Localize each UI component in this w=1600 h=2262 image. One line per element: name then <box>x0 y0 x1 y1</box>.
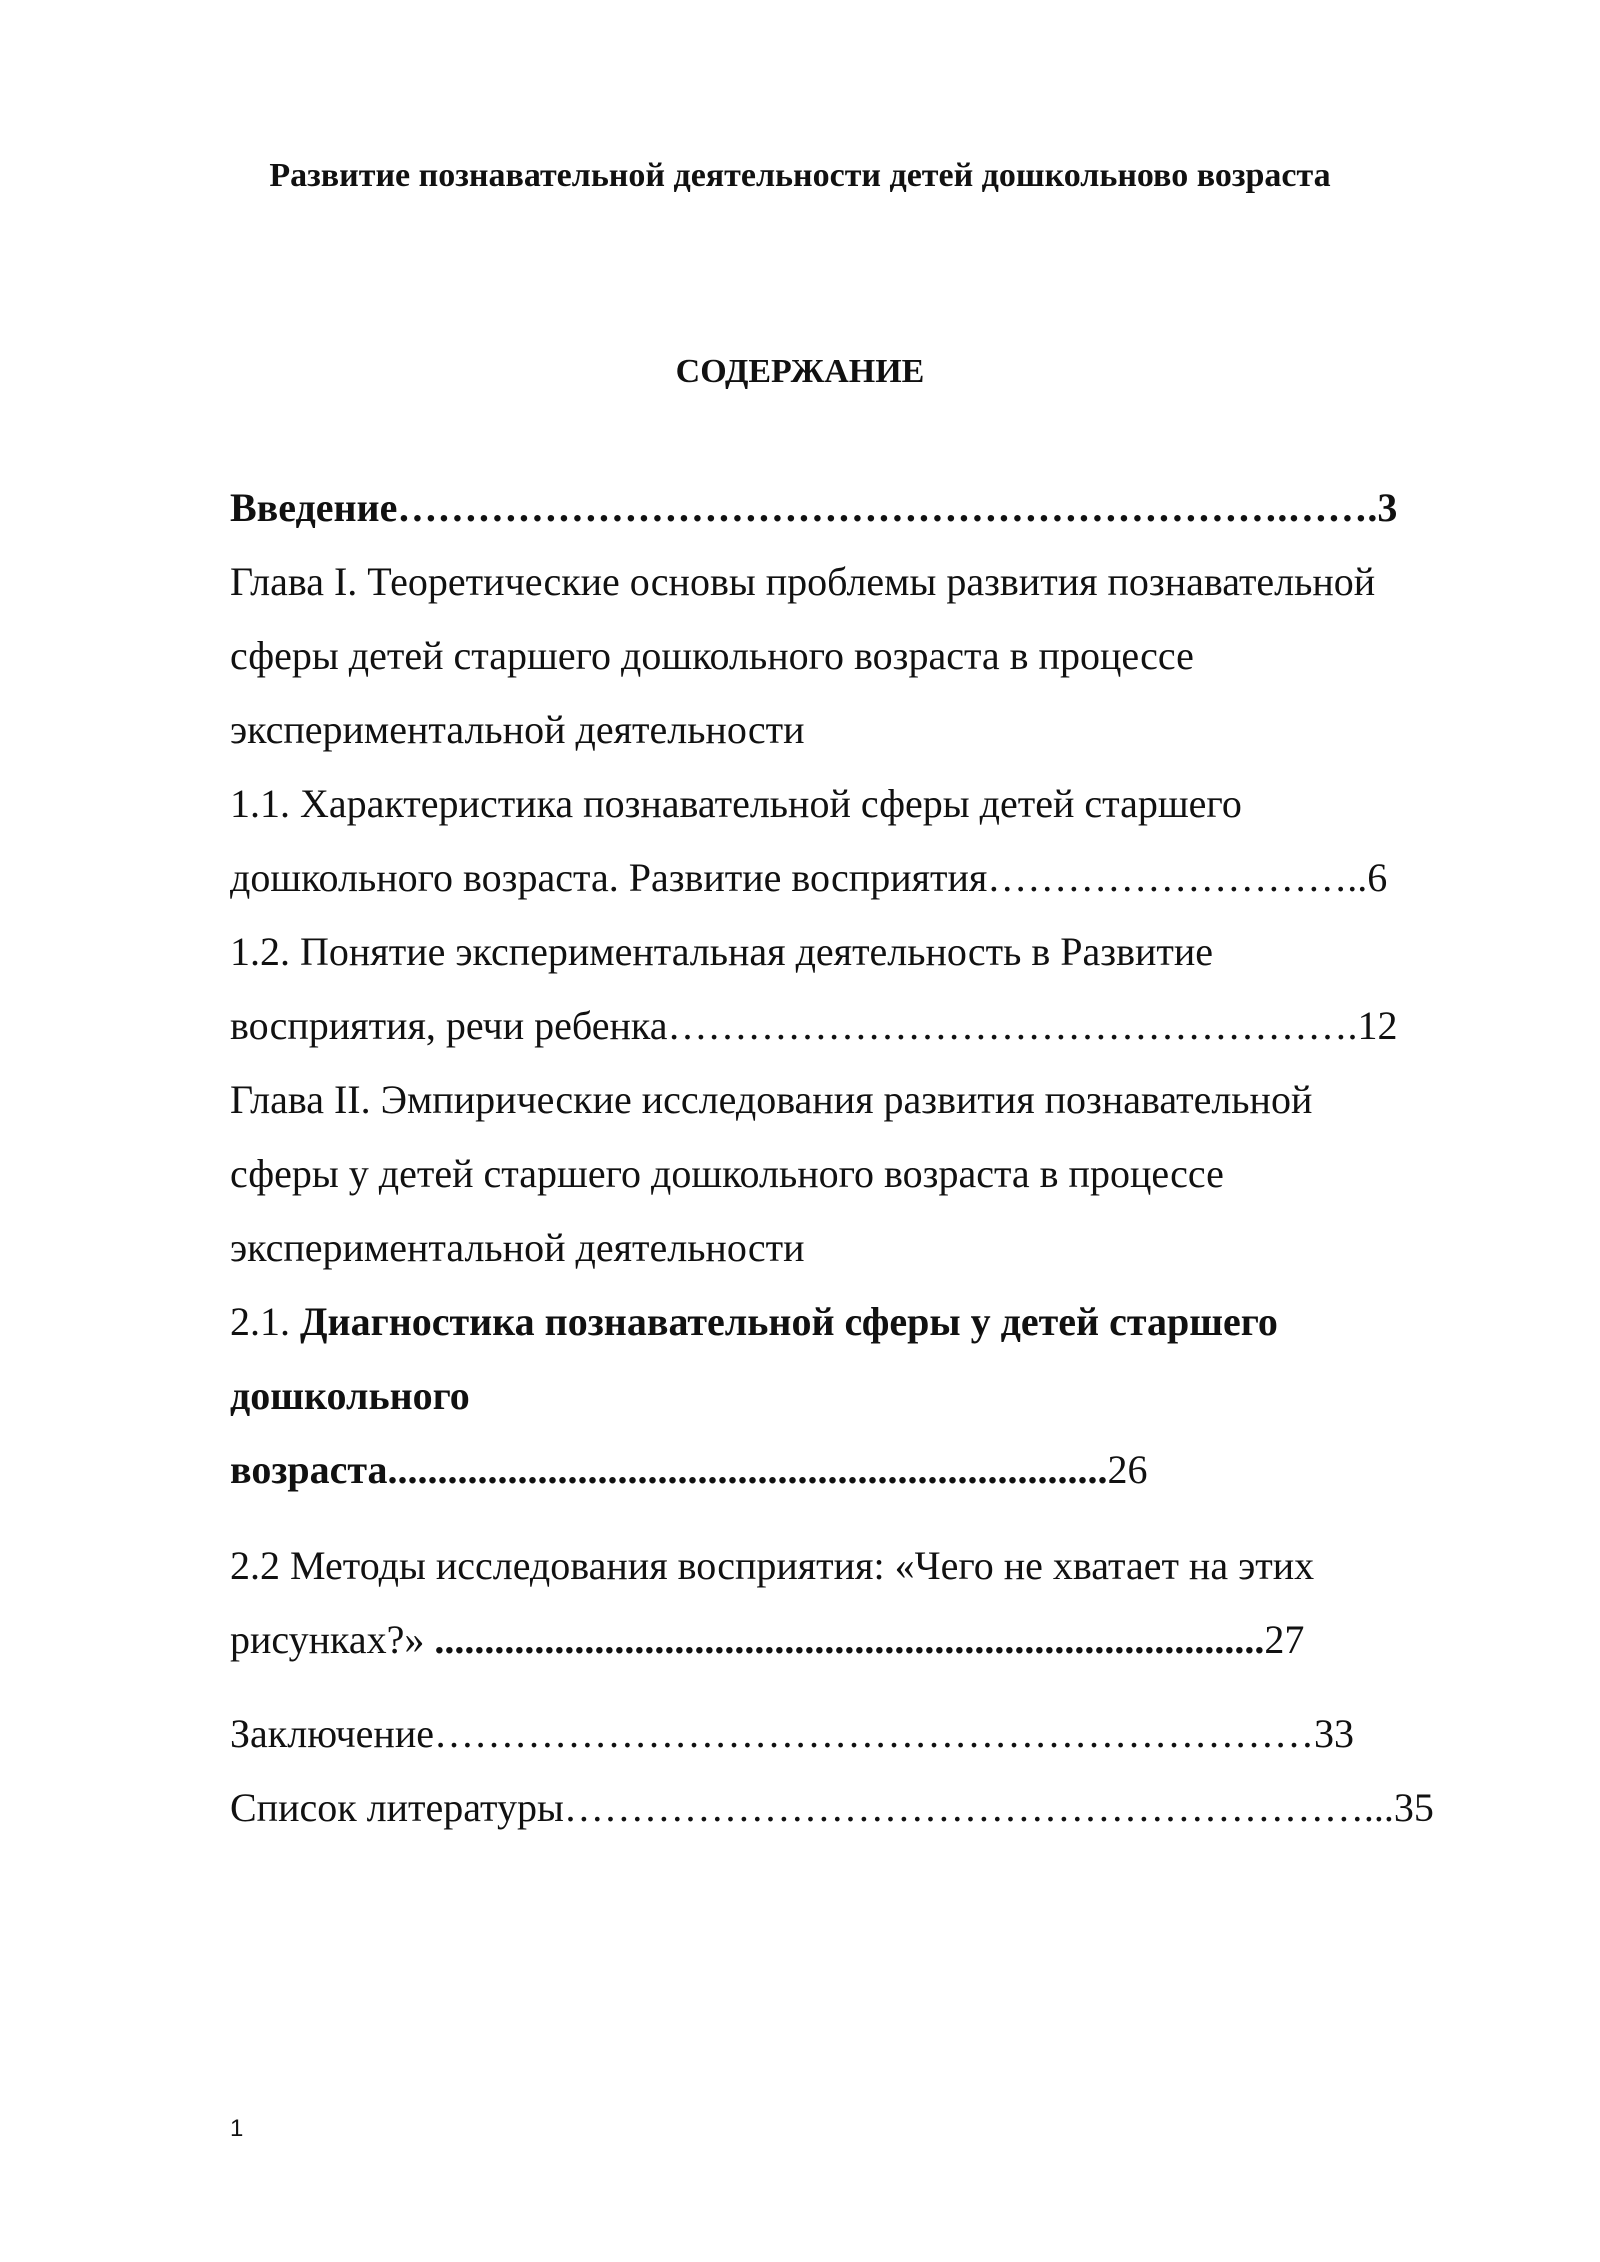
toc-chapter1-line1: Глава I. Теоретические основы проблемы развития познавательной <box>230 559 1376 604</box>
toc-page-number: 26 <box>1107 1447 1148 1492</box>
toc-leader: ………………………………………………………… <box>433 1711 1314 1756</box>
toc-leader: ……………………………………………………... <box>563 1785 1394 1830</box>
toc-entry-label: Диагностика познавательной сферы у детей старшего <box>300 1299 1278 1344</box>
toc-page-number: 35 <box>1393 1785 1434 1830</box>
toc-entry-conclusion <box>230 1706 1354 1762</box>
toc-chapter2-line2: сферы у детей старшего дошкольного возраста в процессе <box>230 1151 1224 1196</box>
toc-page-number: 27 <box>1264 1617 1305 1662</box>
toc-heading: СОДЕРЖАНИЕ <box>675 353 925 390</box>
toc-entry-section2-1 <box>230 1442 1148 1498</box>
toc-section1-2-line1: 1.2. Понятие экспериментальная деятельность в Развитие <box>230 929 1214 974</box>
toc-entry-label: Список литературы <box>230 1785 564 1830</box>
toc-entry-section1-2 <box>230 998 1397 1054</box>
toc-leader: ……………………………………………. <box>667 1003 1358 1048</box>
toc-leader: ........................................................................ <box>387 1447 1108 1492</box>
document-title: Развитие познавательной деятельности детей дошкольново возраста <box>269 157 1331 194</box>
toc-section2-1-line2: дошкольного <box>230 1373 470 1418</box>
toc-section2-1-line1 <box>230 1294 1278 1350</box>
page-number: 1 <box>230 2115 244 2142</box>
toc-page-number: 12 <box>1357 1003 1398 1048</box>
toc-entry-label: рисунках?» <box>230 1617 435 1662</box>
toc-entry-label: Заключение <box>230 1711 434 1756</box>
toc-entry-label: Введение <box>230 485 398 530</box>
toc-leader: ................................................................................... <box>434 1617 1265 1662</box>
toc-leader: ………………………………………………………….……. <box>397 485 1378 530</box>
toc-entry-label: дошкольного возраста. Развитие восприятия <box>230 855 988 900</box>
toc-entry-section1-1 <box>230 850 1387 906</box>
toc-chapter2-line1: Глава II. Эмпирические исследования развития познавательной <box>230 1077 1313 1122</box>
toc-page-number: 3 <box>1377 485 1398 530</box>
toc-entry-section2-2 <box>230 1612 1304 1668</box>
toc-entry-intro <box>230 480 1397 536</box>
toc-section1-1-line1: 1.1. Характеристика познавательной сферы детей старшего <box>230 781 1242 826</box>
toc-entry-label: возраста <box>230 1447 388 1492</box>
toc-entry-label: восприятия, речи ребенка <box>230 1003 668 1048</box>
toc-page-number: 33 <box>1313 1711 1354 1756</box>
toc-page-number: 6 <box>1367 855 1388 900</box>
toc-chapter1-line2: сферы детей старшего дошкольного возраста в процессе <box>230 633 1194 678</box>
toc-leader: ……………………….. <box>987 855 1368 900</box>
toc-chapter1-line3: экспериментальной деятельности <box>230 707 805 752</box>
toc-chapter2-line3: экспериментальной деятельности <box>230 1225 805 1270</box>
toc-section-number: 2.1. <box>230 1299 300 1344</box>
toc-section2-2-line1: 2.2 Методы исследования восприятия: «Чего не хватает на этих <box>230 1543 1315 1588</box>
toc-entry-references <box>230 1780 1434 1836</box>
